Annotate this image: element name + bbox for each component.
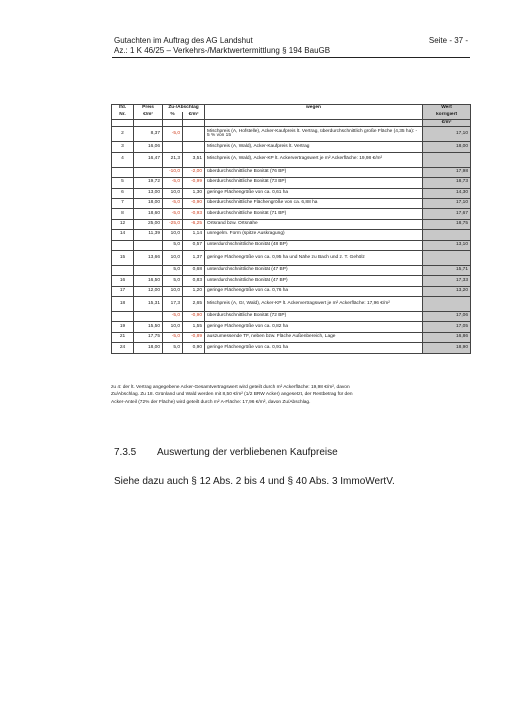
cell-zu-pct: -5,0 (163, 198, 183, 208)
cell-zu-pct: 21,3 (163, 152, 183, 167)
cell-zu-eur: -2,00 (183, 167, 205, 177)
cell-wegen: unterdurchschnittliche Bonität (47 BP) (205, 265, 423, 275)
header-rule (112, 57, 470, 58)
cell-zu-eur: 1,14 (183, 230, 205, 240)
cell-lfd-nr: 4 (112, 152, 134, 167)
cell-zu-eur: -0,89 (183, 332, 205, 342)
table-row (112, 240, 471, 250)
kaufpreis-table (111, 104, 471, 354)
cell-preis: 18,00 (134, 343, 163, 353)
cell-zu-pct: 10,0 (163, 250, 183, 265)
cell-zu-eur: 2,65 (183, 297, 205, 312)
cell-zu-pct: 17,3 (163, 297, 183, 312)
cell-preis: 16,50 (134, 276, 163, 286)
col-pct-header: % (163, 112, 183, 119)
col-wert-header-1: Wert (423, 105, 471, 112)
col-blank (134, 119, 163, 127)
cell-wert: 17,06 (423, 312, 471, 322)
cell-wert: 18,73 (423, 178, 471, 188)
header-title: Gutachten im Auftrag des AG Landshut (114, 36, 253, 45)
cell-zu-eur: 1,20 (183, 286, 205, 296)
table-row (112, 178, 471, 188)
cell-zu-eur (183, 127, 205, 142)
cell-wert: 17,33 (423, 276, 471, 286)
table-header-row (112, 105, 471, 112)
cell-zu-pct: -25,0 (163, 219, 183, 229)
table-row (112, 322, 471, 332)
cell-lfd-nr: 8 (112, 209, 134, 219)
cell-zu-eur: -0,90 (183, 312, 205, 322)
body-paragraph: Siehe dazu auch § 12 Abs. 2 bis 4 und § 40 Abs. 3 ImmoWertV. (114, 476, 395, 487)
cell-preis: 17,75 (134, 332, 163, 342)
cell-wegen: überdurchschnittliche Bonität (71 BP) (205, 209, 423, 219)
cell-preis: 15,31 (134, 297, 163, 312)
col-blank (183, 119, 205, 127)
cell-lfd-nr: 17 (112, 286, 134, 296)
table-row (112, 167, 471, 177)
table-row (112, 152, 471, 167)
cell-lfd-nr: 21 (112, 332, 134, 342)
section-number: 7.3.5 (114, 447, 137, 458)
table-row (112, 297, 471, 312)
cell-wert (423, 152, 471, 167)
page-number: Seite - 37 - (428, 36, 468, 45)
col-preis-unit: €/m² (134, 112, 163, 119)
cell-wegen: überdurchschnittliche Bonität (73 BP) (205, 178, 423, 188)
cell-zu-eur: -6,25 (183, 219, 205, 229)
cell-zu-eur: 0,57 (183, 240, 205, 250)
cell-lfd-nr (112, 240, 134, 250)
cell-lfd-nr: 5 (112, 178, 134, 188)
cell-zu-eur: 0,83 (183, 276, 205, 286)
table-row (112, 276, 471, 286)
footnote-line: Zu/Abschlag. Zu 18. Grünland und Wald werden mit 8,50 €/m² (1/2 BRW Acker) angesetzt, der Restbetrag für den (111, 392, 353, 398)
cell-zu-eur: 1,55 (183, 322, 205, 332)
table-row (112, 343, 471, 353)
cell-wert (423, 230, 471, 240)
table-header-row (112, 112, 471, 119)
footnote-line: Acker-Anteil (72% der Fläche) wird geteilt durch m² A-Fläche: 17,96 €/m², davon Zu/Abschlag. (111, 399, 311, 405)
cell-preis (134, 312, 163, 322)
cell-zu-eur: 1,37 (183, 250, 205, 265)
cell-lfd-nr: 19 (112, 322, 134, 332)
cell-lfd-nr: 12 (112, 219, 134, 229)
cell-zu-eur: 0,90 (183, 343, 205, 353)
cell-wert: 15,71 (423, 265, 471, 275)
cell-wert: 13,20 (423, 286, 471, 296)
cell-wegen: unterdurchschnittliche Bonität (47 BP) (205, 276, 423, 286)
cell-zu-pct: 10,0 (163, 322, 183, 332)
cell-preis: 16,47 (134, 152, 163, 167)
cell-wert: 17,05 (423, 322, 471, 332)
cell-zu-pct: -5,0 (163, 178, 183, 188)
cell-preis: 15,50 (134, 322, 163, 332)
cell-wert: 14,30 (423, 188, 471, 198)
section-heading (114, 447, 338, 458)
cell-zu-pct: 5,0 (163, 240, 183, 250)
cell-zu-pct (163, 142, 183, 152)
cell-lfd-nr: 7 (112, 198, 134, 208)
cell-preis: 13,66 (134, 250, 163, 265)
cell-wert: 18,90 (423, 343, 471, 353)
cell-zu-pct: -5,0 (163, 332, 183, 342)
cell-preis (134, 265, 163, 275)
section-title: Auswertung der verbliebenen Kaufpreise (157, 447, 338, 458)
cell-wegen: überdurchschnittliche Bonität (76 BP) (205, 167, 423, 177)
col-eur-header: €/m² (183, 112, 205, 119)
table-row (112, 198, 471, 208)
table-row (112, 312, 471, 322)
cell-zu-pct: 5,0 (163, 343, 183, 353)
col-lfd-header: lfd. (112, 105, 134, 112)
table-body (112, 127, 471, 353)
col-blank (163, 119, 183, 127)
table-row (112, 142, 471, 152)
cell-wert (423, 297, 471, 312)
cell-lfd-nr: 2 (112, 127, 134, 142)
cell-wert: 13,10 (423, 240, 471, 250)
col-wegen-header: wegen (205, 105, 423, 112)
cell-preis: 19,72 (134, 178, 163, 188)
cell-wegen: geringe Flächengröße von ca. 0,95 ha und Nähe zu Bach und z. T. Gehölz (205, 250, 423, 265)
cell-wert (423, 250, 471, 265)
cell-wert: 17,10 (423, 198, 471, 208)
cell-wert: 18,00 (423, 142, 471, 152)
cell-wegen: Mischpreis (A, Wald), Acker-KP lt. Ackervertragswert je m² Ackerfläche: 19,98 €/m² (205, 152, 423, 167)
cell-lfd-nr (112, 312, 134, 322)
cell-lfd-nr: 18 (112, 297, 134, 312)
cell-zu-pct: 10,0 (163, 286, 183, 296)
cell-preis: 16,06 (134, 142, 163, 152)
cell-lfd-nr: 24 (112, 343, 134, 353)
col-wert-header-2: korrigiert (423, 112, 471, 119)
footnote-line: zu 4: der lt. Vertrag angegebene Acker-Gesamtvertragswert wird geteilt durch m² Ackerfläche: 19,98 €/m², davon (111, 385, 350, 390)
cell-lfd-nr: 6 (112, 188, 134, 198)
cell-zu-pct: 5,0 (163, 276, 183, 286)
cell-wegen: Mischpreis (A, Hofstelle), Acker-Kaufpreis lt. Vertrag, überdurchschnittlich große Fläche (4,35 ha): - 5 % von 15 (205, 127, 423, 142)
table-row (112, 209, 471, 219)
table-row (112, 127, 471, 142)
cell-wegen: geringe Flächengröße von ca. 0,91 ha (205, 343, 423, 353)
table-header-row (112, 119, 471, 127)
table-footnote (111, 384, 471, 406)
cell-preis: 13,00 (134, 188, 163, 198)
cell-preis (134, 240, 163, 250)
cell-wegen: Ortsrand bzw. Ortsnähe (205, 219, 423, 229)
cell-lfd-nr: 16 (112, 276, 134, 286)
cell-zu-eur: -0,99 (183, 178, 205, 188)
col-preis-header: Preis (134, 105, 163, 112)
cell-wegen: geringe Flächengröße von ca. 0,76 ha (205, 286, 423, 296)
cell-zu-pct: -10,0 (163, 167, 183, 177)
cell-wert: 17,67 (423, 209, 471, 219)
col-wert-header-3: €/m² (423, 119, 471, 127)
cell-preis: 8,37 (134, 127, 163, 142)
cell-zu-pct: 5,0 (163, 265, 183, 275)
cell-wegen: unregelm. Form (spitze Auskragung) (205, 230, 423, 240)
cell-wegen: geringe Flächengröße von ca. 0,61 ha (205, 188, 423, 198)
cell-zu-pct: -5,0 (163, 127, 183, 142)
cell-wert: 16,86 (423, 332, 471, 342)
col-wegen-blank (205, 112, 423, 119)
table-row (112, 188, 471, 198)
cell-wegen: auszumessende TF, neben bzw. Fläche Außenbereich, Lage (205, 332, 423, 342)
cell-lfd-nr (112, 167, 134, 177)
cell-zu-pct: -5,0 (163, 209, 183, 219)
cell-wegen: Mischpreis (A, Wald), Acker-Kaufpreis lt. Vertrag (205, 142, 423, 152)
cell-lfd-nr: 3 (112, 142, 134, 152)
cell-lfd-nr (112, 265, 134, 275)
cell-zu-eur: -0,90 (183, 198, 205, 208)
col-nr-header: Nr. (112, 112, 134, 119)
cell-zu-pct: 10,0 (163, 188, 183, 198)
header-subtitle: Az.: 1 K 46/25 – Verkehrs-/Marktwertermittlung § 194 BauGB (114, 46, 331, 55)
table-row (112, 286, 471, 296)
cell-lfd-nr: 14 (112, 230, 134, 240)
table-row (112, 230, 471, 240)
cell-zu-eur: 3,51 (183, 152, 205, 167)
table-row (112, 332, 471, 342)
cell-wert: 18,75 (423, 219, 471, 229)
cell-zu-eur (183, 142, 205, 152)
table-row (112, 250, 471, 265)
cell-preis: 12,00 (134, 286, 163, 296)
col-blank (112, 119, 134, 127)
cell-wert: 17,98 (423, 167, 471, 177)
cell-zu-pct: -5,0 (163, 312, 183, 322)
cell-zu-eur: -0,93 (183, 209, 205, 219)
cell-wegen: überdurchschnittliche Bonität (72 BP) (205, 312, 423, 322)
cell-lfd-nr: 15 (112, 250, 134, 265)
col-blank (205, 119, 423, 127)
cell-preis: 18,00 (134, 198, 163, 208)
cell-zu-eur: 1,30 (183, 188, 205, 198)
cell-wert: 17,10 (423, 127, 471, 142)
cell-preis (134, 167, 163, 177)
table-row (112, 219, 471, 229)
cell-preis: 25,00 (134, 219, 163, 229)
cell-preis: 11,39 (134, 230, 163, 240)
cell-wegen: geringe Flächengröße von ca. 0,82 ha (205, 322, 423, 332)
cell-preis: 18,60 (134, 209, 163, 219)
table-row (112, 265, 471, 275)
cell-zu-pct: 10,0 (163, 230, 183, 240)
cell-zu-eur: 0,68 (183, 265, 205, 275)
cell-wegen: unterdurchschnittliche Bonität (48 BP) (205, 240, 423, 250)
col-zuabschlag-header: Zu-/Abschlag (163, 105, 205, 112)
cell-wegen: überdurchschnittliche Flächengröße von ca. 6,88 ha (205, 198, 423, 208)
cell-wegen: Mischpreis (A, Gr, Wald), Acker-KP lt. Ackervertragswert je m² Ackerfläche: 17,96 €/m² (205, 297, 423, 312)
